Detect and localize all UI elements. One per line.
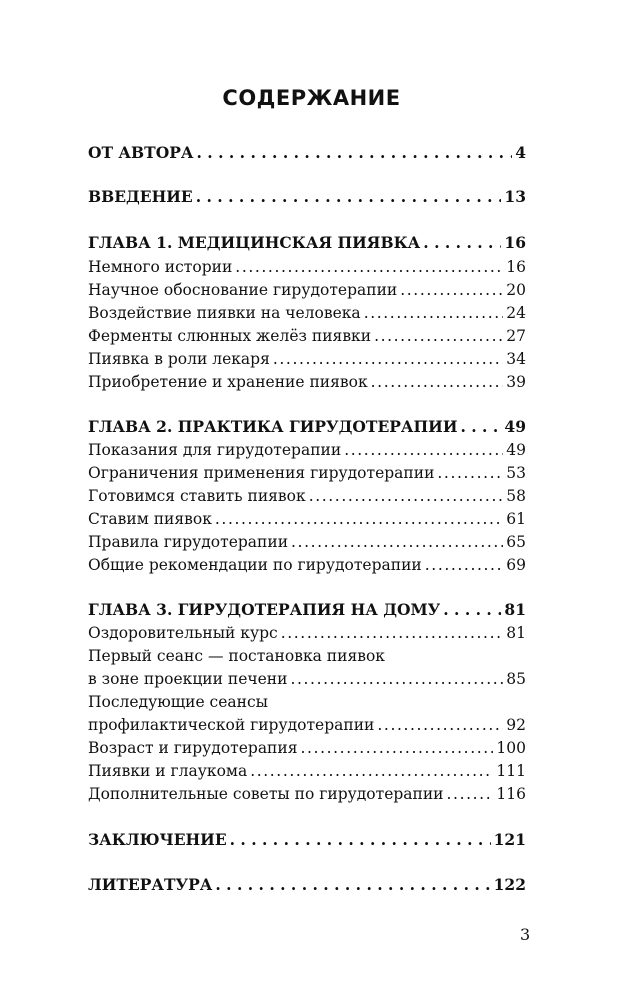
dot-leader: [291, 530, 503, 554]
dot-leader: [400, 278, 503, 302]
toc-entry-label: Готовимся ставить пиявок: [88, 487, 306, 505]
toc-entry-label: в зоне проекции печени: [88, 670, 288, 688]
toc-entry-label: Пиявка в роли лекаря: [88, 350, 270, 368]
toc-entry: [88, 507, 526, 531]
dot-leader: [377, 713, 503, 737]
toc-entry-label: ЗАКЛЮЧЕНИЕ: [88, 830, 227, 849]
toc-entry: [88, 782, 526, 806]
toc-entry-page: 49: [504, 417, 526, 436]
toc-entry-label: ГЛАВА 3. ГИРУДОТЕРАПИЯ НА ДОМУ: [88, 600, 441, 619]
toc-entry: [88, 530, 526, 554]
toc-entry: [88, 484, 526, 508]
toc-entry-conclusion: [88, 828, 526, 852]
toc-entry-page: 4: [515, 143, 526, 162]
toc-entry: [88, 621, 526, 645]
toc-entry-page: 49: [506, 441, 526, 459]
toc-entry-label: Приобретение и хранение пиявок: [88, 373, 368, 391]
toc-entry: [88, 736, 526, 760]
dot-leader: [215, 873, 490, 897]
dot-leader: [196, 185, 502, 209]
toc-entry: [88, 255, 526, 279]
toc-entry-label: ГЛАВА 1. МЕДИЦИНСКАЯ ПИЯВКА: [88, 233, 421, 252]
toc-entry-page: 16: [504, 233, 526, 252]
toc-entry: [88, 438, 526, 462]
toc-entry-label: ЛИТЕРАТУРА: [88, 875, 213, 894]
toc-entry-page: 100: [496, 739, 526, 757]
dot-leader: [344, 438, 503, 462]
toc-entry-label: Оздоровительный курс: [88, 624, 278, 642]
toc-entry-label: Показания для гирудотерапии: [88, 441, 342, 459]
toc-entry: [88, 324, 526, 348]
toc-entry: [88, 278, 526, 302]
toc-entry-label: Ферменты слюнных желёз пиявки: [88, 327, 372, 345]
toc-entry: [88, 667, 526, 691]
toc-entry-label: Общие рекомендации по гирудотерапии: [88, 556, 422, 574]
toc-entry-page: 34: [506, 350, 526, 368]
toc-entry-label: Последующие сеансы: [88, 693, 268, 711]
toc-entry-label: Дополнительные советы по гирудотерапии: [88, 785, 444, 803]
dot-leader: [460, 415, 501, 439]
dot-leader: [290, 667, 503, 691]
toc-entry-chapter-3: [88, 598, 526, 622]
dot-leader: [273, 347, 503, 371]
toc-entry-chapter-2: [88, 415, 526, 439]
toc-entry-label: Пиявки и глаукома: [88, 762, 248, 780]
dot-leader: [371, 370, 504, 394]
toc-entry-label: Научное обоснование гирудотерапии: [88, 281, 398, 299]
toc-entry-page: 20: [506, 281, 526, 299]
toc-entry-page: 39: [506, 373, 526, 391]
dot-leader: [443, 598, 501, 622]
toc-entry-page: 111: [496, 762, 526, 780]
dot-leader: [437, 461, 503, 485]
toc-entry-page: 16: [506, 258, 526, 276]
toc-entry-label: Правила гирудотерапии: [88, 533, 289, 551]
toc-entry-label: ГЛАВА 2. ПРАКТИКА ГИРУДОТЕРАПИИ: [88, 417, 458, 436]
toc-entry: [88, 370, 526, 394]
dot-leader: [230, 828, 491, 852]
toc-entry-page: 85: [506, 670, 526, 688]
toc-entry: [88, 347, 526, 371]
toc-entry-page: 81: [504, 600, 526, 619]
toc-entry: [88, 553, 526, 577]
toc-entry-label: ОТ АВТОРА: [88, 143, 194, 162]
toc-entry: [88, 301, 526, 325]
toc-entry-page: 92: [506, 716, 526, 734]
toc-entry-page: 122: [493, 875, 526, 894]
toc-entry-label: Воздействие пиявки на человека: [88, 304, 361, 322]
toc-entry-page: 53: [506, 464, 526, 482]
toc-entry-page: 13: [504, 187, 526, 206]
dot-leader: [250, 759, 493, 783]
toc-entry: [88, 713, 526, 737]
toc-entry-label: Немного истории: [88, 258, 233, 276]
toc-entry-page: 81: [506, 624, 526, 642]
dot-leader: [309, 484, 504, 508]
dot-leader: [364, 301, 504, 325]
page-number: 3: [520, 925, 531, 944]
dot-leader: [235, 255, 503, 279]
dot-leader: [423, 231, 501, 255]
toc-entry-from-author: [88, 141, 526, 165]
toc-entry-chapter-1: [88, 231, 526, 255]
toc-entry: [88, 461, 526, 485]
toc-entry-page: 61: [506, 510, 526, 528]
toc-entry-label: профилактической гирудотерапии: [88, 716, 375, 734]
toc-entry-label: Ограничения применения гирудотерапии: [88, 464, 435, 482]
dot-leader: [281, 621, 504, 645]
toc-entry-page: 24: [506, 304, 526, 322]
toc-entry-label: Ставим пиявок: [88, 510, 212, 528]
toc-entry-wrapped-line: [88, 690, 526, 714]
toc-entry-wrapped-line: [88, 644, 526, 668]
toc-entry-page: 116: [496, 785, 526, 803]
toc-entry-page: 65: [506, 533, 526, 551]
toc-entry-page: 27: [506, 327, 526, 345]
dot-leader: [374, 324, 503, 348]
dot-leader: [425, 553, 504, 577]
dot-leader: [447, 782, 494, 806]
dot-leader: [301, 736, 494, 760]
toc-entry-page: 58: [506, 487, 526, 505]
toc-entry-label: ВВЕДЕНИЕ: [88, 187, 193, 206]
page-title: СОДЕРЖАНИЕ: [222, 86, 401, 110]
toc-entry-literature: [88, 873, 526, 897]
toc-entry: [88, 759, 526, 783]
dot-leader: [196, 141, 512, 165]
toc-entry-page: 69: [506, 556, 526, 574]
toc-entry-label: Первый сеанс — постановка пиявок: [88, 647, 385, 665]
dot-leader: [215, 507, 503, 531]
toc-entry-label: Возраст и гирудотерапия: [88, 739, 298, 757]
toc-entry-page: 121: [493, 830, 526, 849]
toc-entry-introduction: [88, 185, 526, 209]
